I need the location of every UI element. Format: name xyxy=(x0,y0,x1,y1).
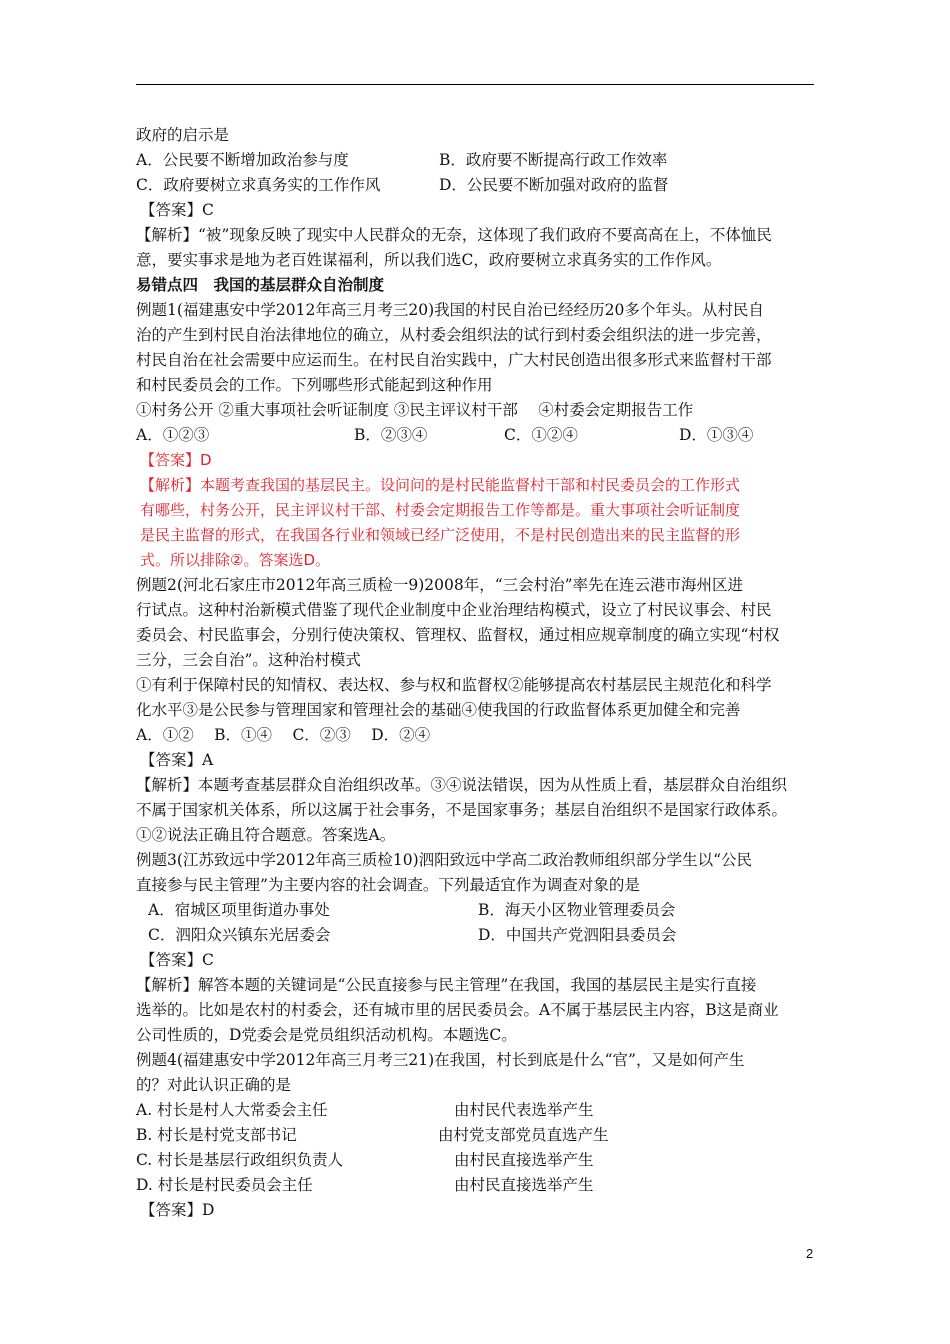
option-row xyxy=(136,148,816,173)
option-b: B．②③④ xyxy=(354,426,428,444)
option-a: A．公民要不断增加政治参与度 xyxy=(136,151,349,169)
analysis-line: 【解析】“被”现象反映了现实中人民群众的无奈，这体现了我们政府不要高高在上，不体恤民 xyxy=(136,226,772,244)
question-line: 委员会、村民监事会，分别行使决策权、管理权、监督权，通过相应规章制度的确立实现“村权 xyxy=(136,626,780,644)
option-row xyxy=(136,423,816,448)
analysis-line: ①②说法正确且符合题意。答案选A。 xyxy=(136,826,396,844)
answer-line-red: 【答案】D xyxy=(140,451,212,469)
analysis-line: 意，要实事求是地为老百姓谋福利，所以我们选C，政府要树立求真务实的工作作风。 xyxy=(136,251,722,269)
option-d-detail: 由村民直接选举产生 xyxy=(454,1176,594,1194)
header-rule xyxy=(136,84,814,85)
option-row xyxy=(136,898,816,923)
option-a: A．①②③ xyxy=(136,426,210,444)
analysis-line: 不属于国家机关体系，所以这属于社会事务，不是国家事务；基层自治组织不是国家行政体系。 xyxy=(136,801,788,819)
question-line: 的？对此认识正确的是 xyxy=(136,1076,292,1094)
statement-line: 化水平③是公民参与管理国家和管理社会的基础④使我国的行政监督体系更加健全和完善 xyxy=(136,701,741,719)
option-b: B. 村长是村党支部书记 xyxy=(136,1126,297,1144)
question-line: 例题2(河北石家庄市2012年高三质检一9)2008年，“三会村治”率先在连云港市海州区进 xyxy=(136,576,744,594)
question-line: 直接参与民主管理”为主要内容的社会调查。下列最适宜作为调查对象的是 xyxy=(136,876,640,894)
analysis-line: 【解析】解答本题的关键词是“公民直接参与民主管理”在我国，我国的基层民主是实行直接 xyxy=(136,976,757,994)
analysis-line: 选举的。比如是农村的村委会，还有城市里的居民委员会。A不属于基层民主内容，B这是商业 xyxy=(136,1001,779,1019)
option-row xyxy=(136,1123,816,1148)
option-d: D．①③④ xyxy=(679,426,754,444)
text-line: 政府的启示是 xyxy=(136,126,230,144)
analysis-line: 【解析】本题考查基层群众自治组织改革。③④说法错误，因为从性质上看，基层群众自治组织 xyxy=(136,776,788,794)
option-d: D. 村长是村民委员会主任 xyxy=(136,1176,313,1194)
option-a: A. 村长是村人大常委会主任 xyxy=(136,1101,328,1119)
option-c: C．泗阳众兴镇东光居委会 xyxy=(148,926,331,944)
option-row xyxy=(136,1148,816,1173)
option-c-detail: 由村民直接选举产生 xyxy=(454,1151,594,1169)
analysis-line-red: 【解析】本题考查我国的基层民主。设问问的是村民能监督村干部和村民委员会的工作形式 xyxy=(140,476,741,494)
analysis-line: 公司性质的，D党委会是党员组织活动机构。本题选C。 xyxy=(136,1026,517,1044)
option-b: B．海天小区物业管理委员会 xyxy=(478,901,676,919)
section-heading: 易错点四 我国的基层群众自治制度 xyxy=(136,276,385,294)
analysis-line-red: 式。所以排除②。答案选D。 xyxy=(140,551,330,569)
page-number: 2 xyxy=(806,1246,814,1261)
question-line: 行试点。这种村治新模式借鉴了现代企业制度中企业治理结构模式，设立了村民议事会、村民 xyxy=(136,601,772,619)
question-line: 三分，三会自治”。这种治村模式 xyxy=(136,651,361,669)
answer-line: 【答案】C xyxy=(140,201,214,219)
question-line: 例题1(福建惠安中学2012年高三月考三20)我国的村民自治已经经历20多个年头。从村民自 xyxy=(136,301,764,319)
option-b-detail: 由村党支部党员直选产生 xyxy=(438,1126,609,1144)
question-line: 治的产生到村民自治法律地位的确立，从村委会组织法的试行到村委会组织法的进一步完善， xyxy=(136,326,772,344)
option-c: C. 村长是基层行政组织负责人 xyxy=(136,1151,344,1169)
statement-line: ①有利于保障村民的知情权、表达权、参与权和监督权②能够提高农村基层民主规范化和科学 xyxy=(136,676,772,694)
option-c: C．①②④ xyxy=(504,426,578,444)
question-line: 和村民委员会的工作。下列哪些形式能起到这种作用 xyxy=(136,376,493,394)
option-row xyxy=(136,173,816,198)
analysis-line-red: 是民主监督的形式，在我国各行业和领域已经广泛使用，不是村民创造出来的民主监督的形 xyxy=(140,526,741,544)
answer-line: 【答案】C xyxy=(140,951,214,969)
statement-line: ①村务公开 ②重大事项社会听证制度 ③民主评议村干部 ④村委会定期报告工作 xyxy=(136,401,694,419)
option-d: D．中国共产党泗阳县委员会 xyxy=(478,926,677,944)
question-line: 例题4(福建惠安中学2012年高三月考三21)在我国，村长到底是什么“官”，又是如何产生 xyxy=(136,1051,745,1069)
document-body xyxy=(136,123,816,1223)
option-a: A．宿城区项里街道办事处 xyxy=(148,901,330,919)
answer-line: 【答案】A xyxy=(140,751,214,769)
question-line: 例题3(江苏致远中学2012年高三质检10)泗阳致远中学高二政治教师组织部分学生以“公民 xyxy=(136,851,753,869)
answer-line: 【答案】D xyxy=(140,1201,215,1219)
options-line: A．①② B．①④ C．②③ D．②④ xyxy=(136,726,431,744)
question-line: 村民自治在社会需要中应运而生。在村民自治实践中，广大村民创造出很多形式来监督村干部 xyxy=(136,351,772,369)
option-b: B．政府要不断提高行政工作效率 xyxy=(439,151,668,169)
option-row xyxy=(136,1173,816,1198)
option-c: C．政府要树立求真务实的工作作风 xyxy=(136,176,381,194)
option-d: D．公民要不断加强对政府的监督 xyxy=(439,176,669,194)
option-a-detail: 由村民代表选举产生 xyxy=(454,1101,594,1119)
analysis-line-red: 有哪些，村务公开，民主评议村干部、村委会定期报告工作等都是。重大事项社会听证制度 xyxy=(140,501,741,519)
option-row xyxy=(136,1098,816,1123)
option-row xyxy=(136,923,816,948)
